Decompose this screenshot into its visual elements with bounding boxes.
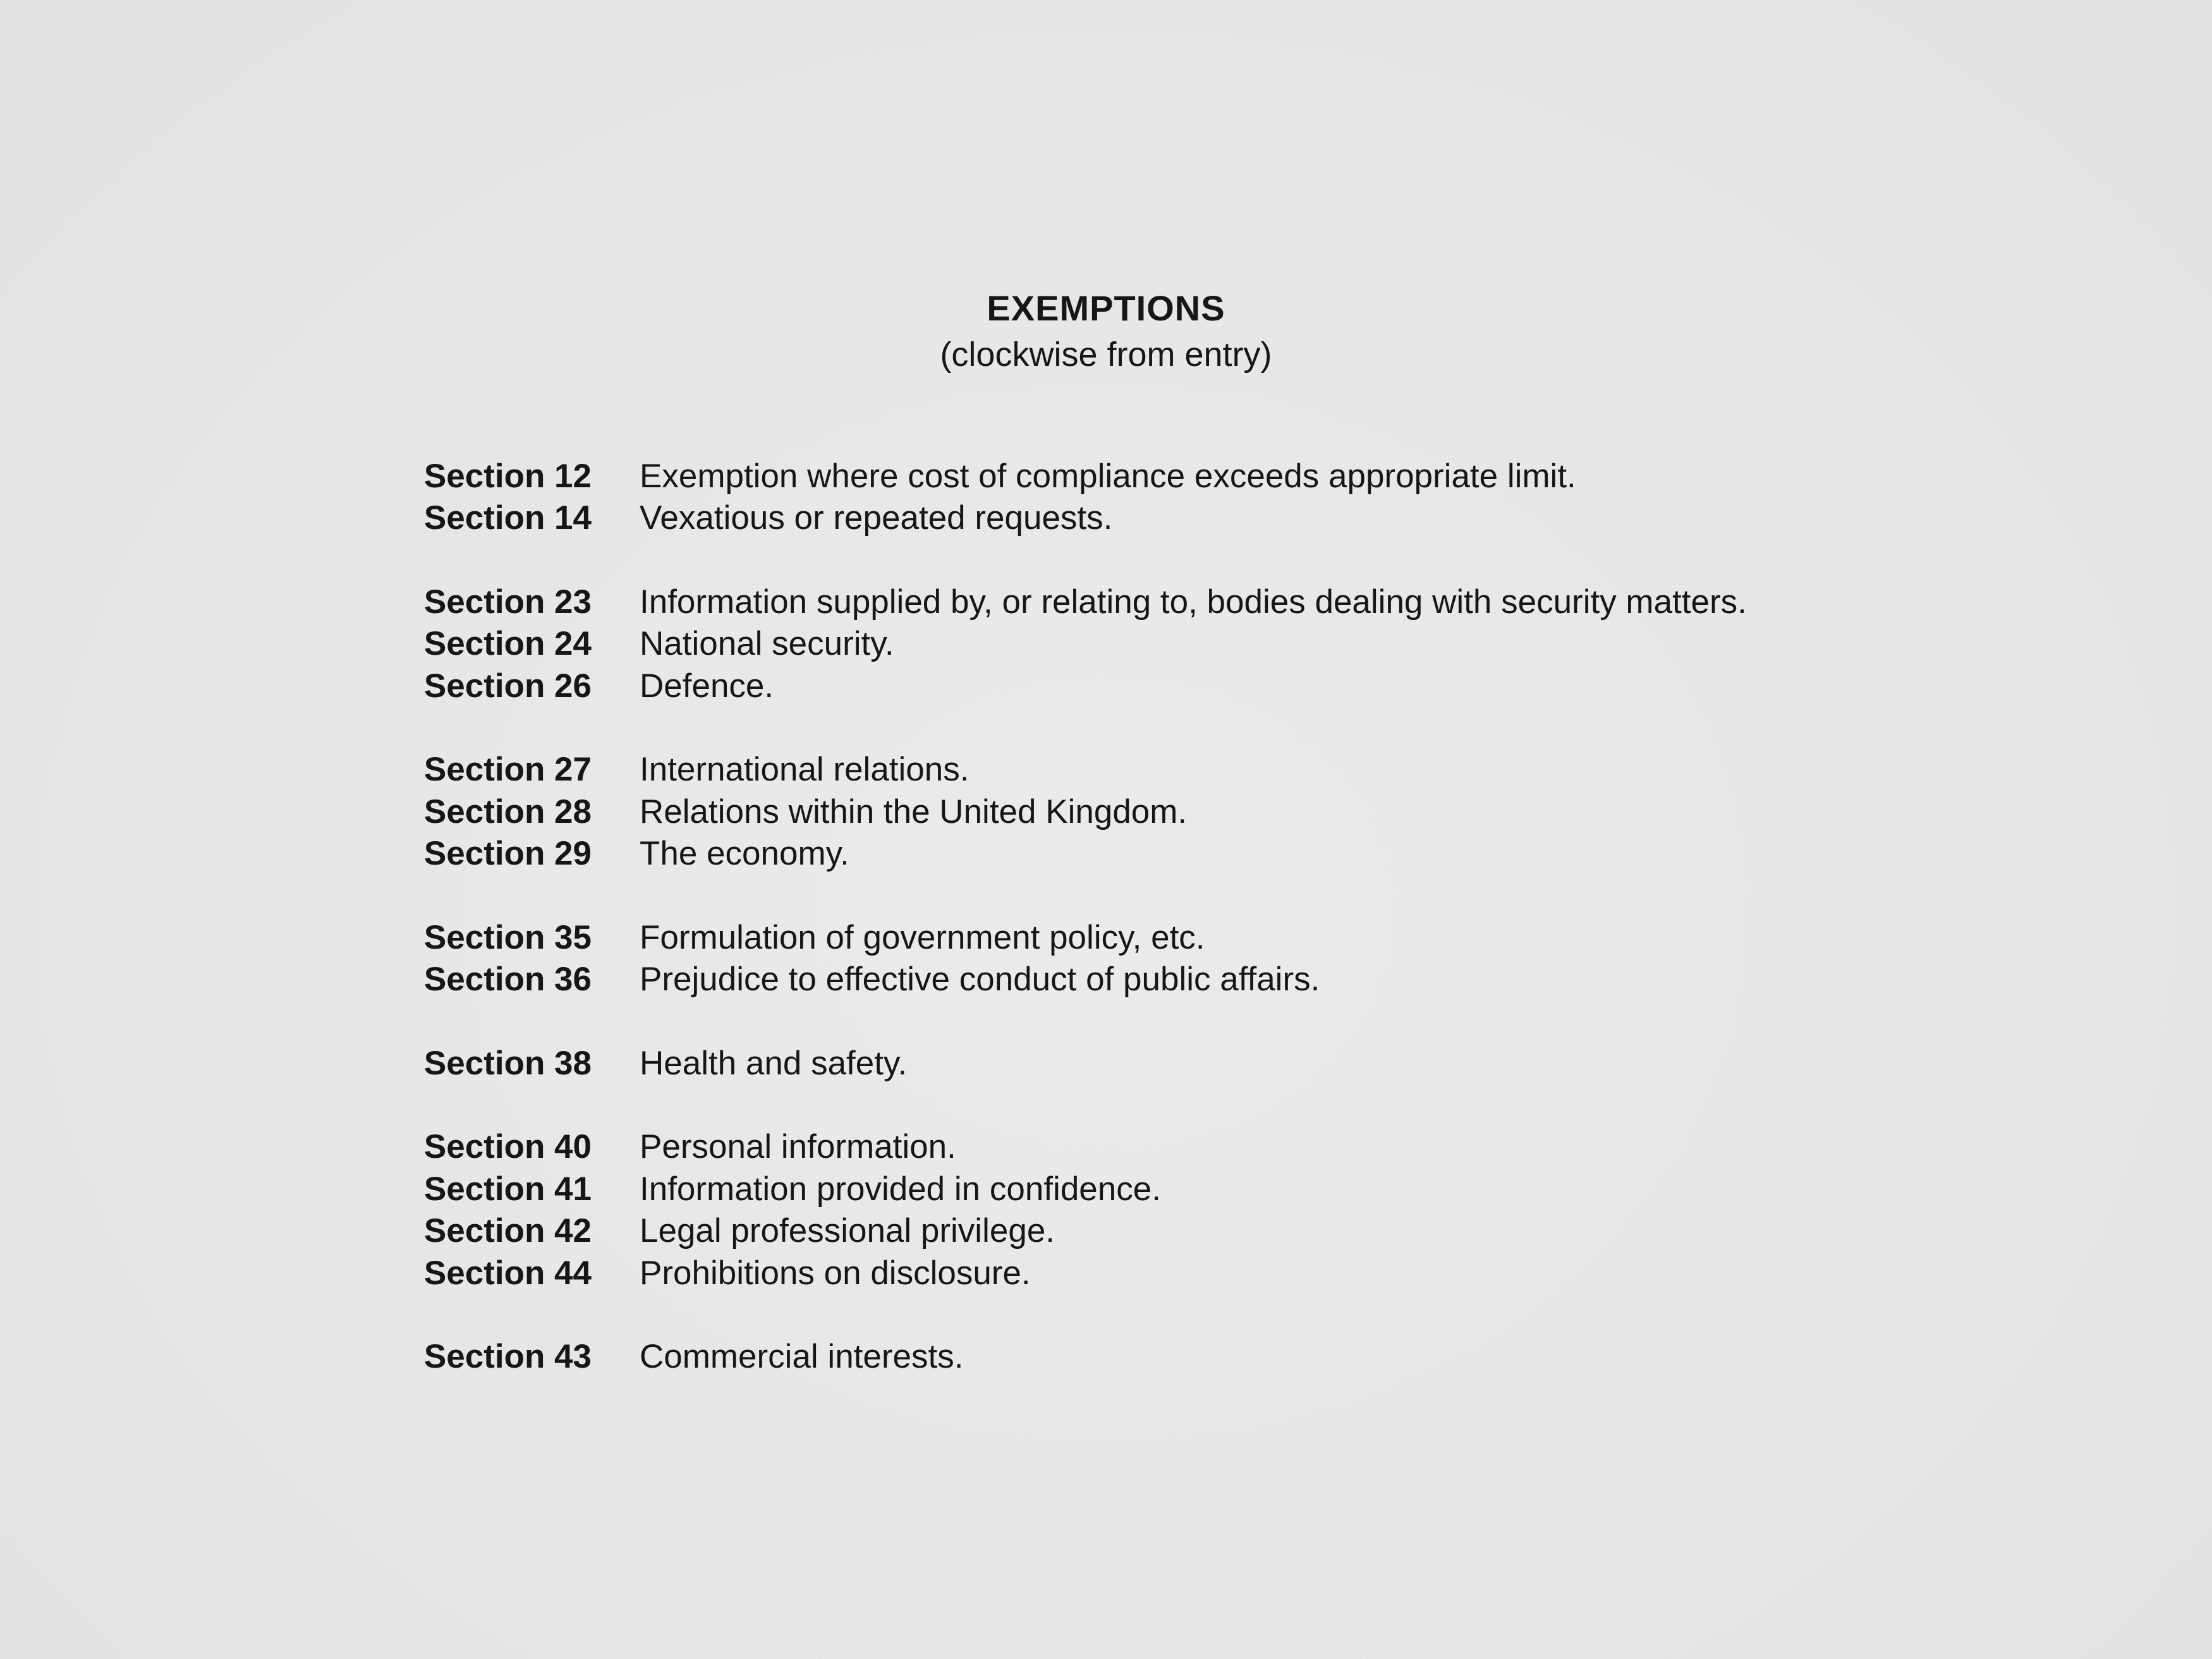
exemption-row	[417, 497, 1871, 540]
exemption-group	[417, 1042, 1871, 1085]
section-number: Section 23	[423, 583, 592, 621]
section-description: Legal professional privilege.	[640, 1212, 1055, 1250]
section-description: International relations.	[640, 751, 969, 789]
section-description: The economy.	[640, 835, 849, 873]
section-number: Section 26	[423, 667, 592, 705]
section-description: Personal information.	[640, 1128, 956, 1166]
exemption-group	[417, 1126, 1871, 1294]
section-number: Section 36	[423, 961, 592, 999]
section-description: Exemption where cost of compliance exceeds appropriate limit.	[640, 457, 1576, 495]
page-header	[0, 283, 2212, 375]
section-number: Section 28	[423, 793, 592, 830]
section-description: National security.	[640, 625, 894, 663]
exemption-row	[417, 1210, 1871, 1253]
exemption-row	[417, 1168, 1871, 1210]
exemption-row	[417, 1042, 1871, 1085]
exemption-row	[417, 1336, 1871, 1378]
exemption-group	[417, 581, 1871, 707]
section-number: Section 44	[423, 1254, 592, 1292]
section-number: Section 12	[423, 457, 592, 495]
section-number: Section 29	[423, 835, 592, 873]
section-number: Section 38	[423, 1044, 592, 1082]
page-title: EXEMPTIONS	[987, 288, 1225, 328]
exemption-row	[417, 665, 1871, 707]
exemption-row	[417, 959, 1871, 1001]
section-description: Health and safety.	[640, 1044, 908, 1082]
section-description: Relations within the United Kingdom.	[640, 793, 1188, 830]
exemption-row	[417, 833, 1871, 875]
section-description: Information provided in confidence.	[640, 1170, 1161, 1208]
exemption-group	[417, 455, 1871, 539]
exemption-row	[417, 455, 1871, 497]
exemption-row	[417, 581, 1871, 623]
exemption-row	[417, 916, 1871, 959]
section-number: Section 43	[423, 1338, 592, 1376]
exemption-row	[417, 749, 1871, 791]
exemption-group	[417, 749, 1871, 875]
exemption-row	[417, 791, 1871, 833]
exemption-row	[417, 1252, 1871, 1294]
section-number: Section 41	[423, 1170, 592, 1208]
section-number: Section 14	[423, 499, 592, 537]
exemption-row	[417, 1126, 1871, 1169]
section-description: Information supplied by, or relating to, bodies dealing with security matters.	[640, 583, 1747, 621]
page-subtitle: (clockwise from entry)	[940, 336, 1272, 374]
section-number: Section 24	[423, 625, 592, 663]
section-description: Formulation of government policy, etc.	[640, 918, 1205, 956]
section-number: Section 42	[423, 1212, 592, 1250]
section-number: Section 27	[423, 751, 592, 789]
section-description: Commercial interests.	[640, 1338, 964, 1376]
exemption-group	[417, 916, 1871, 1000]
section-number: Section 35	[423, 918, 592, 956]
section-description: Vexatious or repeated requests.	[640, 499, 1113, 537]
exemption-group	[417, 1336, 1871, 1378]
section-number: Section 40	[423, 1128, 592, 1166]
section-description: Defence.	[640, 667, 774, 705]
section-description: Prohibitions on disclosure.	[640, 1254, 1031, 1292]
exemptions-list	[417, 455, 1871, 1378]
section-description: Prejudice to effective conduct of public affairs.	[640, 961, 1320, 999]
exemption-row	[417, 623, 1871, 665]
